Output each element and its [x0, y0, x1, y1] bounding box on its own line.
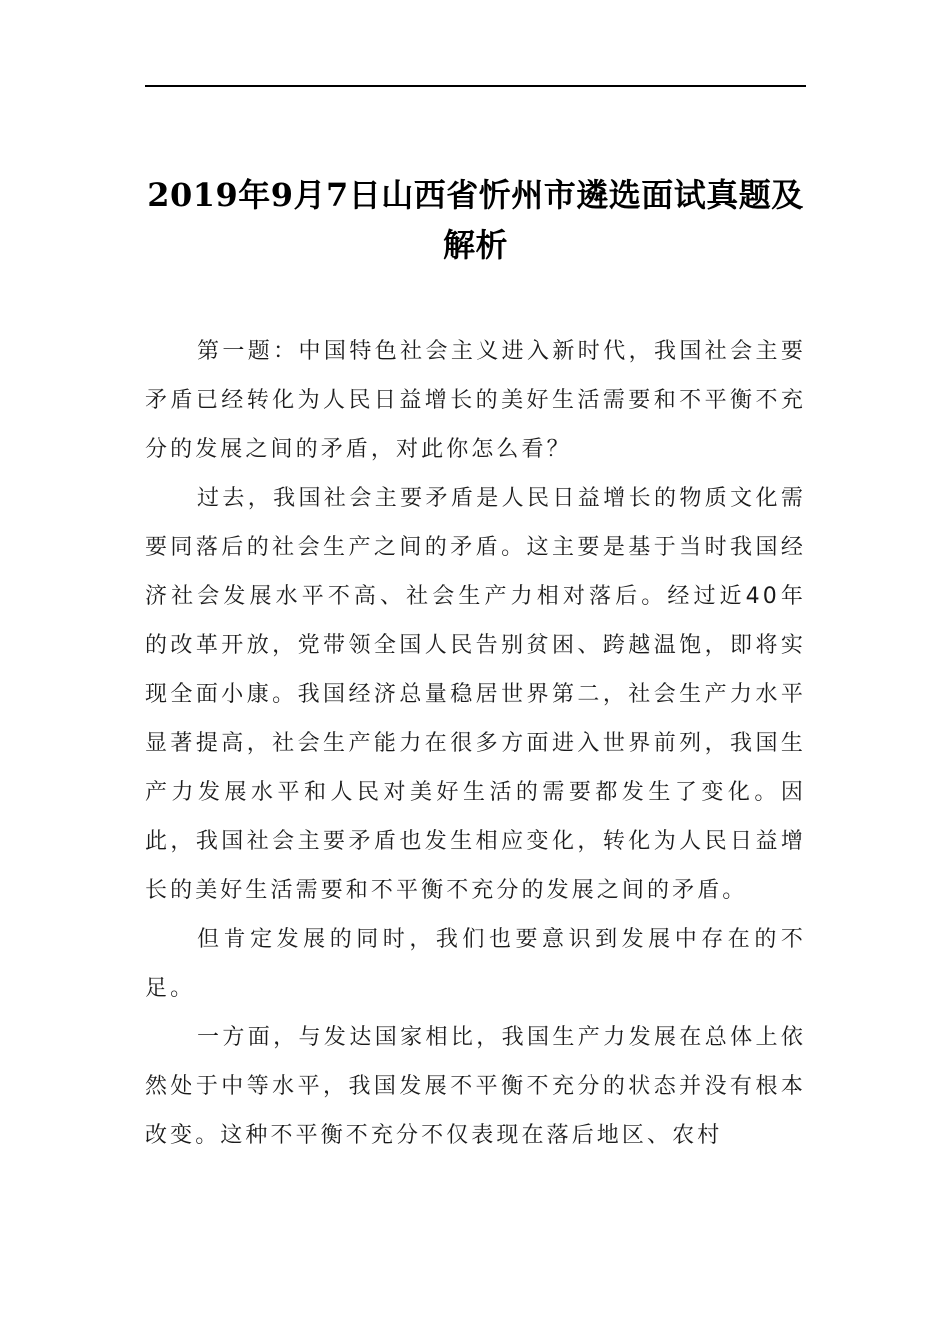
- paragraph-first-aspect: 一方面，与发达国家相比，我国生产力发展在总体上依然处于中等水平，我国发展不平衡不充分的状态并没有根本改变。这种不平衡不充分不仅表现在落后地区、农村: [145, 1025, 806, 1148]
- paragraph-background: 过去，我国社会主要矛盾是人民日益增长的物质文化需要同落后的社会生产之间的矛盾。这主要是基于当时我国经济社会发展水平不高、社会生产力相对落后。经过近40年的改革开放，党带领全国人民告别贫困、跨越温饱，即将实现全面小康。我国经济总量稳居世界第二，社会生产力水平显著提高，社会生产能力在很多方面进入世界前列，我国生产力发展水平和人民对美好生活的需要都发生了变化。因此，我国社会主要矛盾也发生相应变化，转化为人民日益增长的美好生活需要和不平衡不充分的发展之间的矛盾。: [145, 486, 806, 903]
- paragraph-question: 第一题：中国特色社会主义进入新时代，我国社会主要矛盾已经转化为人民日益增长的美好生活需要和不平衡不充分的发展之间的矛盾，对此你怎么看？: [145, 339, 806, 462]
- document-title: 2019年9月7日山西省忻州市遴选面试真题及解析: [147, 176, 804, 264]
- document-body: [145, 327, 806, 1160]
- header-rule: [145, 85, 806, 87]
- paragraph-shortcoming: 但肯定发展的同时，我们也要意识到发展中存在的不足。: [145, 927, 806, 1001]
